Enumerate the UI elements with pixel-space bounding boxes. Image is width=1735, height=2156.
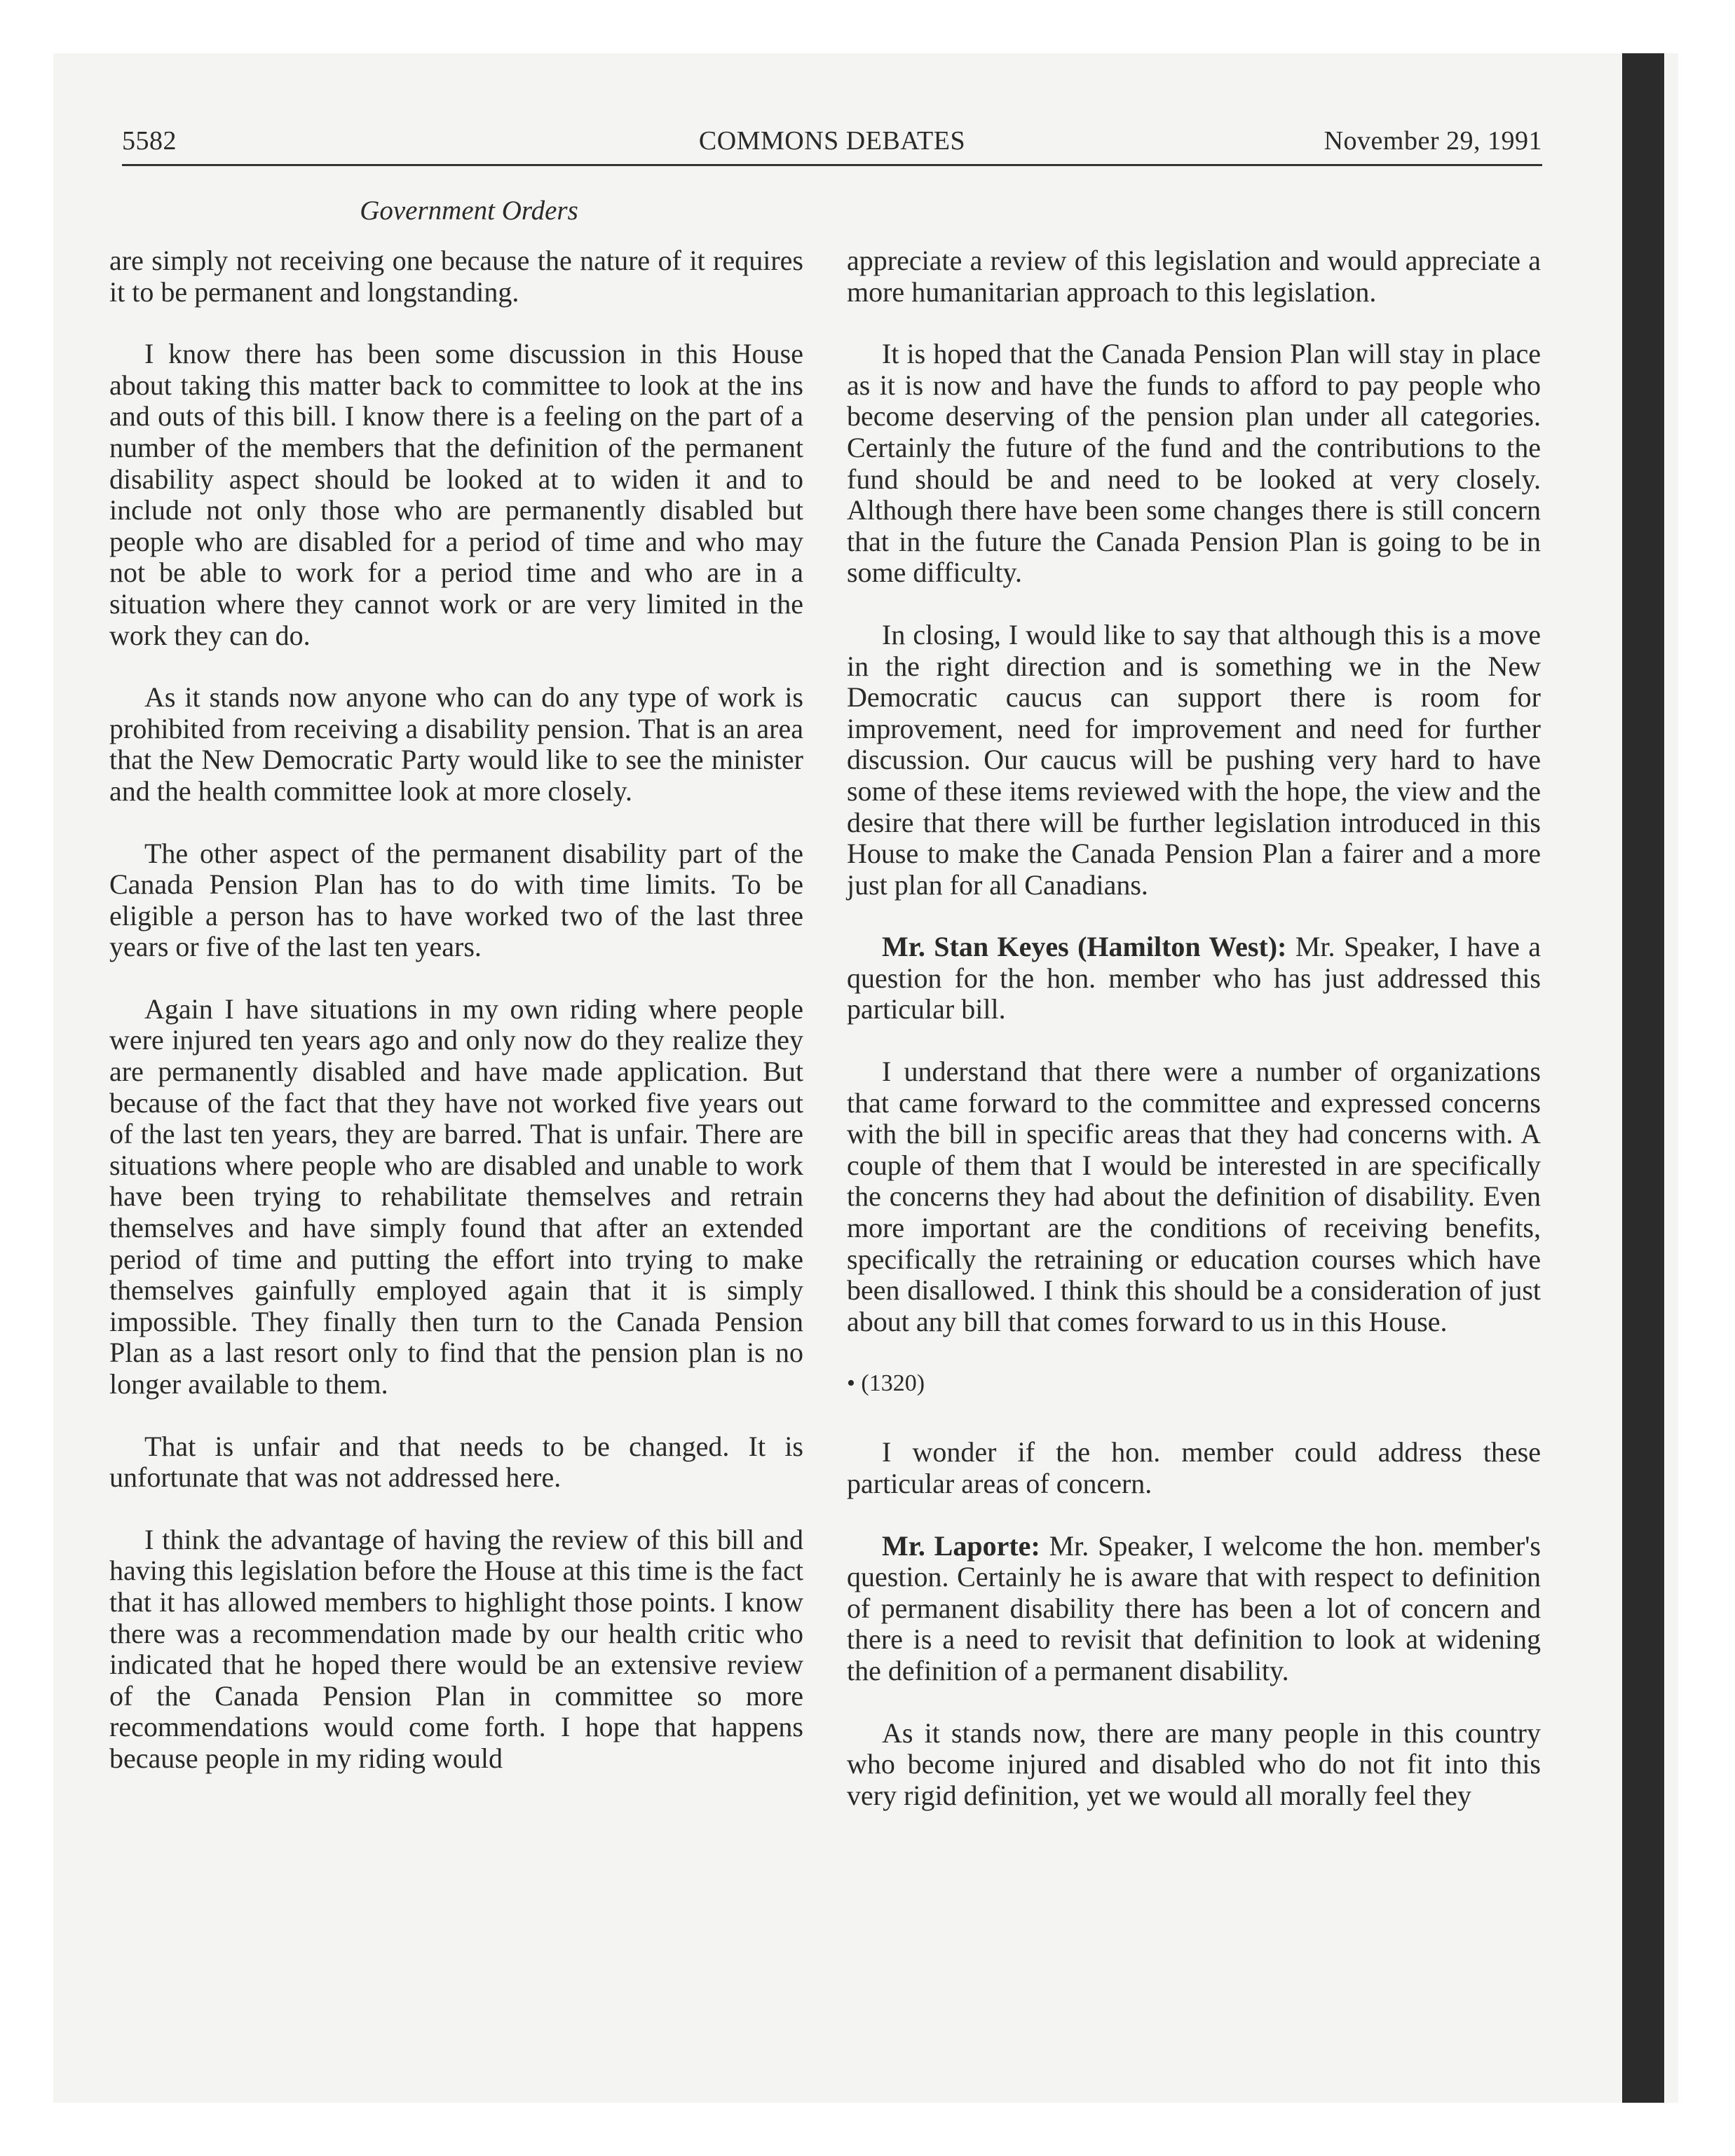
paragraph: Again I have situations in my own riding where people were injured ten years ago and only now do they realize they are permanently disabled and have made application. But because of the fact that they have not worked five years out of the last ten years, they are barred. That is unfair. There are situations where people who are disabled and unable to work have been trying to rehabilitate themselves and retrain themselves and have simply found that after an extended period of time and putting the effort into trying to make themselves gainfully employed again that it is simply impossible. They finally then turn to the Canada Pension Plan as a last resort only to find that the pension plan is no longer available to them. — [109, 992, 803, 1400]
speaker-name: Mr. Stan Keyes (Hamilton West): — [882, 931, 1287, 963]
paragraph: I understand that there were a number of organizations that came forward to the committee and expressed concerns with the bill in specific areas that they had concerns with. A couple of them that I would be interested in are specifically the concerns they had about the definition of disability. Even more important are the conditions of receiving benefits, specifically the retraining or education courses which have been disallowed. I think this should be a consideration of just about any bill that comes forward to us in this House. — [847, 1056, 1541, 1337]
paragraph: The other aspect of the permanent disability part of the Canada Pension Plan has to do with time limits. To be eligible a person has to have worked two of the last three years or five of the last ten years. — [109, 837, 803, 963]
paragraph: As it stands now anyone who can do any type of work is prohibited from receiving a disability pension. That is an area that the New Democratic Party would like to see the minister and the health committee look at more closely. — [109, 681, 803, 807]
scan-edge-bar — [1622, 53, 1664, 2103]
header-date: November 29, 1991 — [1324, 126, 1542, 156]
header-rule — [122, 164, 1542, 166]
paragraph: In closing, I would like to say that although this is a move in the right direction and is something we in the New Democratic caucus can support there is room for improvement, need for improvement and need for further discussion. Our caucus will be pushing very hard to have some of these items reviewed with the hope, the view and the desire that there will be further legislation introduced in this House to make the Canada Pension Plan a fairer and a more just plan for all Canadians. — [847, 618, 1541, 901]
paragraph: are simply not receiving one because the nature of it requires it to be permanent and longstanding. — [109, 245, 803, 308]
paragraph: I think the advantage of having the review of this bill and having this legislation before the House at this time is the fact that it has allowed members to highlight those points. I know there was a recommendation made by our health critic who indicated that he hoped there would be an extensive review of the Canada Pension Plan in committee so more recommendations would come forth. I hope that happens because people in my riding would — [109, 1523, 803, 1774]
paragraph: That is unfair and that needs to be changed. It is unfortunate that was not addressed here. — [109, 1430, 803, 1494]
paragraph: I wonder if the hon. member could address these particular areas of concern. — [847, 1436, 1541, 1499]
speech-laporte — [847, 1531, 1541, 1687]
speech-text: Mr. Speaker, I welcome the hon. member's question. Certainly he is aware that with respect to definition of permanent disability there has been a lot of concern and there is a need to revisit that definition to look at widening the definition of a permanent disability. — [847, 1529, 1541, 1686]
speaker-name: Mr. Laporte: — [882, 1529, 1040, 1562]
paragraph: It is hoped that the Canada Pension Plan will stay in place as it is now and have the funds to afford to pay people who become deserving of the pension plan under all categories. Certainly the future of the fund and the contributions to the fund should be and need to be looked at very closely. Although there have been some changes there is still concern that in the future the Canada Pension Plan is going to be in some difficulty. — [847, 338, 1541, 589]
paragraph: appreciate a review of this legislation and would appreciate a more humanitarian approach to this legislation. — [847, 245, 1541, 308]
right-column — [847, 245, 1541, 1842]
page-number: 5582 — [122, 126, 177, 156]
page-header — [122, 123, 1542, 165]
paragraph: As it stands now, there are many people in this country who become injured and disabled who do not fit into this very rigid definition, yet we would all morally feel they — [847, 1717, 1541, 1811]
paragraph: I know there has been some discussion in this House about taking this matter back to committee to look at the ins and outs of this bill. I know there is a feeling on the part of a number of the members that the definition of the permanent disability aspect should be looked at to widen it and to include not only those who are permanently disabled but people who are disabled for a period of time and who may not be able to work for a period time and who are in a situation where they cannot work or are very limited in the work they can do. — [109, 338, 803, 651]
running-title: COMMONS DEBATES — [698, 126, 966, 156]
time-marker: • (1320) — [847, 1370, 925, 1397]
left-column — [109, 245, 803, 1806]
speech-keyes — [847, 932, 1541, 1025]
section-label: Government Orders — [360, 196, 578, 226]
speech-text: Mr. Speaker, I have a question for the hon. member who has just addressed this particular bill. — [847, 931, 1542, 1025]
